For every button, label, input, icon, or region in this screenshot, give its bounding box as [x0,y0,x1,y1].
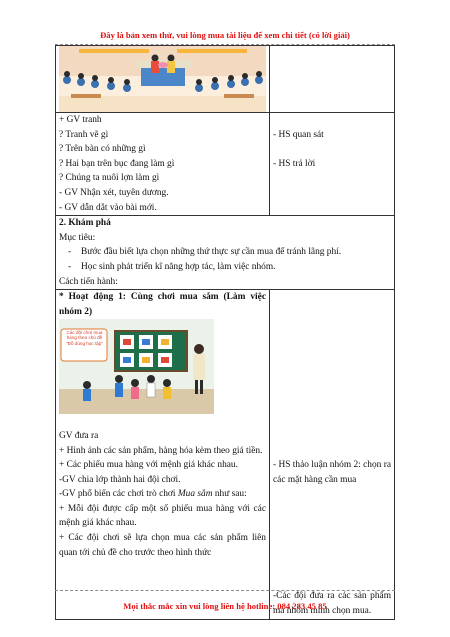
activity-title: * Hoạt động 1: Cùng chơi mua sắm (Làm việc nhóm 2) [59,292,266,317]
preview-notice: Đây là bản xem thử, vui lòng mua tài liệu để xem chi tiết (có lời giải) [100,30,350,40]
student-activity-cell [270,290,395,619]
teacher-line: - GV Nhận xét, tuyên dương. [59,187,169,198]
teacher-activity-cell [56,113,270,216]
student-line: - HS trả lời [273,158,316,169]
teacher-question: ? Hai bạn trên bục đang làm gì [59,158,175,169]
teacher-question: ? Chúng ta nuôi lợn làm gì [59,173,160,184]
teacher-line: - GV dẫn dắt vào bài mới. [59,202,157,213]
table-row [56,113,395,216]
footer-divider [55,590,395,591]
student-activity-cell [270,46,395,113]
lesson-plan-table [55,45,395,620]
student-line: - HS thảo luận nhóm 2: chọn ra các mặt hàng cần mua [273,460,391,485]
classroom-pig-illustration [59,46,266,112]
table-row [56,46,395,113]
table-row [56,290,395,619]
objective-label: Mục tiêu: [59,232,96,243]
board-caption: Các đội chơi mua hàng theo chủ đề “Đồ dùng học tập” [66,330,103,347]
teacher-line: + Các phiếu mua hàng với mệnh giá khác nhau. [59,460,238,471]
section-title: 2. Khám phá [59,218,111,229]
student-activity-cell [270,113,395,216]
teacher-line: + Hình ảnh các sản phẩm, hàng hóa kèm theo giá tiền. [59,445,263,456]
teacher-line: + Mỗi đội được cấp một số phiếu mua hàng với các mệnh giá khác nhau. [59,503,266,529]
rules-suffix: như sau: [212,489,247,500]
teacher-question: ? Trên bàn có những gì [59,144,146,155]
teacher-line: + Các đội chơi sẽ lựa chọn mua các sản phẩm liên quan tới chủ đề cho trước theo hình thức [59,533,266,558]
teacher-line: + GV tranh [59,115,102,125]
rules-prefix: -GV phổ biến các chơi trò chơi [59,489,178,500]
teacher-question: ? Tranh vẽ gì [59,129,109,140]
teacher-line: -GV chia lớp thành hai đội chơi. [59,474,181,485]
shopping-game-illustration [59,319,214,414]
objective-list [59,245,391,274]
table-row [56,216,395,290]
teacher-activity-cell [56,290,270,619]
list-item: - Học sinh phát triển kĩ năng hợp tác, làm việc nhóm. [81,260,391,275]
student-line: -Các đội đưa ra các sản phẩm mà nhóm mình chọn mua. [273,591,391,616]
teacher-line: GV đưa ra [59,430,99,441]
game-name: Mua sắm [177,489,213,500]
list-item: - Bước đầu biết lựa chọn những thứ thực sự cần mua để tránh lãng phí. [81,245,391,260]
section-cell [56,216,395,290]
student-line: - HS quan sát [273,129,324,140]
procedure-label: Cách tiến hành: [59,276,118,287]
game-rules-line [59,487,266,502]
hotline-notice: Mọi thắc mắc xin vui lòng liên hệ hotline: 084 283 45 85 [123,601,327,611]
teacher-activity-cell [56,46,270,113]
